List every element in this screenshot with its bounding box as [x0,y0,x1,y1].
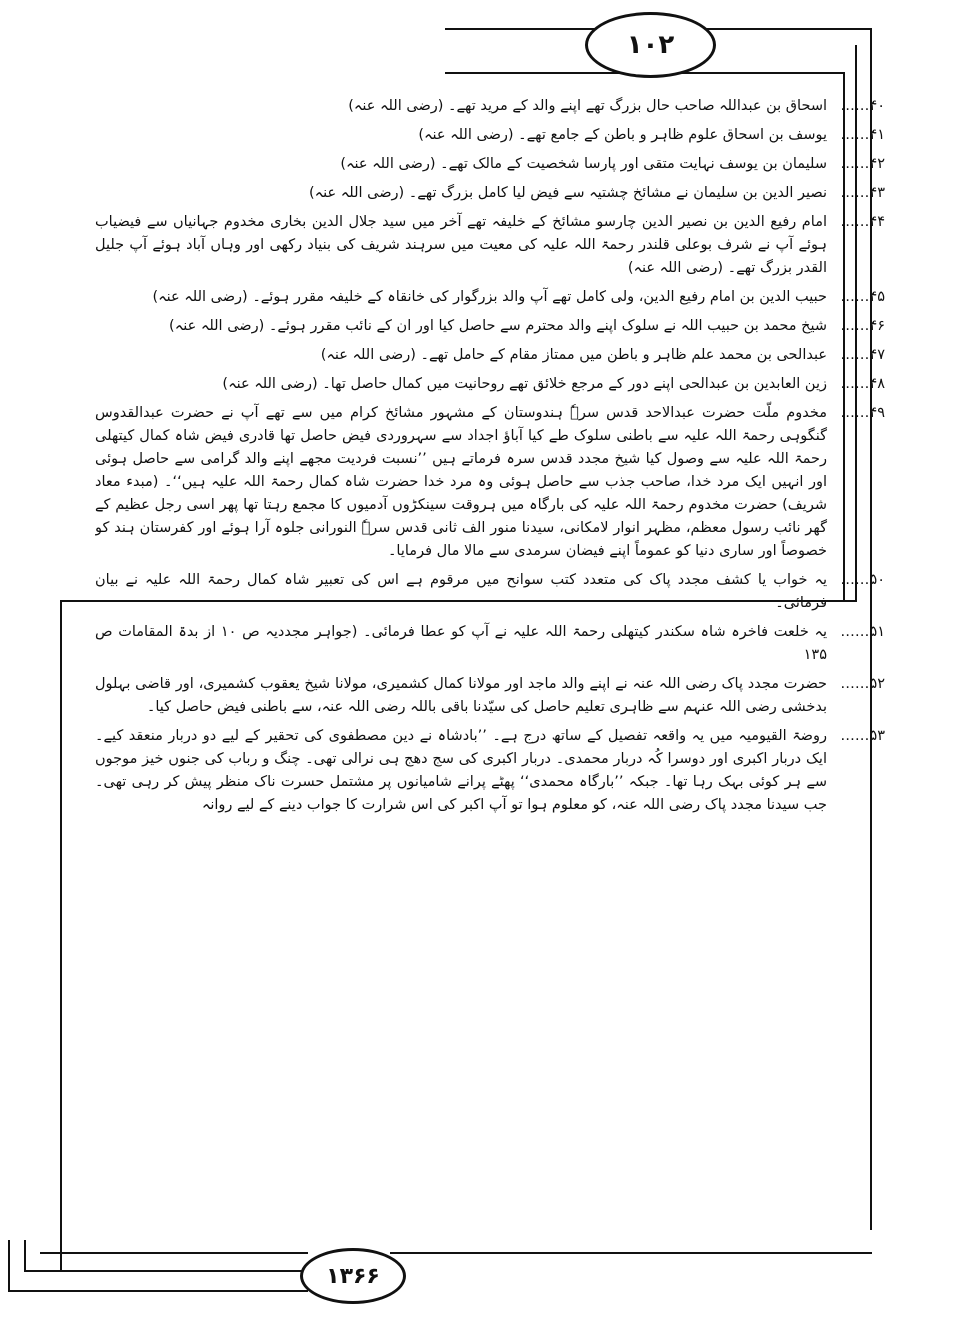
frame-left-line [60,600,62,1270]
footnote-ridha: (رضی اللہ عنہ) [169,318,265,334]
footnote-50: ۵۰…… یہ خواب یا کشف مجدد پاک کی متعدد کتب سوانح میں مرقوم ہے اس کی تعبیر شاہ کمال رحمۃ اللہ علیہ نے بیان فرمائی۔ [95,569,885,615]
footnote-text: یہ خلعت فاخرہ شاہ سکندر کیتھلی رحمۃ اللہ علیہ نے آپ کو عطا فرمائی۔ (جواہر مجددیہ ص ۱۰ از بدۃ المقامات ص ۱۳۵ [95,624,828,663]
frame-left-middle-bottom-line [24,1240,26,1272]
footnote-ridha: (رضی اللہ عنہ) [222,376,318,392]
frame-bottom-middle-line [24,1270,308,1272]
footnote-text: مخدوم ملّت حضرت عبدالاحد قدس سرہٗ ہندوستان کے مشہور مشائخ کرام میں سے تھے آپ نے حضرت عبدالقدوس گنگوہی رحمۃ اللہ علیہ سے باطنی سلوک طے کیا آباؤ اجداد سے سہروردی فیض حاصل تھا قادری فیض شاہ کمال کیتھلی رحمۃ اللہ علیہ سے وصول کیا شیخ مجدد قدس سرہ فرماتے ہیں ’’نسبت فردیت مجھے اپنے والد گرامی سے حاصل ہوئی اور انہیں ایک مرد خدا، صاحب جذب سے حاصل ہوئی وہ مرد خدا حضرت شاہ کمال رحمۃ اللہ علیہ ہیں‘‘۔ (مبدء معاد شریف) حضرت مخدوم رحمۃ اللہ علیہ کی بارگاہ میں ہروقت سینکڑوں آدمیوں کا مجمع رہتا تھا پھر اسی رجل عظیم کے گھر نائب رسول معظم، مظہر انوار لامکانی، سیدنا منور الف ثانی قدس سرہٗ النورانی جلوہ آرا ہوئے اور کفرستان ہند کو خصوصاً اور ساری دنیا کو عموماً اپنے فیضان سرمدی سے مالا مال فرمایا۔ [95,405,827,559]
book-page-number: ۱۳۶۶ [326,1263,380,1289]
footnote-number: ۴۰ [869,98,885,114]
footnote-text: عبدالحی بن محمد علم ظاہر و باطن میں ممتاز مقام کے حامل تھے۔ [420,347,827,363]
footnote-number: ۴۱ [869,127,885,143]
footnote-ridha: (رضی اللہ عنہ) [308,185,405,201]
footnote-42: ۴۲…… سلیمان بن یوسف نہایت متقی اور پارسا شخصیت کے مالک تھے۔ (رضی اللہ عنہ) [95,153,885,176]
footnote-text: روضۃ القیومیہ میں یہ واقعہ تفصیل کے ساتھ درج ہے۔ ’’بادشاہ نے دین مصطفوی کی تحقیر کے لیے دو دربار منعقد کیے۔ ایک دربار اکبری اور دوسرا کُہ دربار محمدی۔ دربار اکبری کی سج دھج ہی نرالی تھی۔ چنگ و رباب کی جنوں خیز موجوں سے ہر کوئی بہک رہا تھا۔ جبکہ ’’بارگاہ محمدی‘‘ پھٹے پرانے شامیانوں پر مشتمل حسرت ناک منظر پیش کر رہی تھی۔ جب سیدنا مجدد پاک رضی اللہ عنہ، کو معلوم ہوا تو آپ اکبر کی اس شرارت کا جواب دینے کے لیے روانہ [95,728,827,813]
footnote-number: ۴۶ [869,318,885,334]
footnote-43: ۴۳…… نصیر الدین بن سلیمان نے مشائخ چشتیہ سے فیض لیا کامل بزرگ تھے۔ (رضی اللہ عنہ) [95,182,885,205]
book-page-number-oval [300,1248,406,1304]
footnote-number: ۵۱ [869,624,885,640]
footnote-number: ۴۲ [869,156,885,172]
footnote-number: ۴۳ [869,185,885,201]
footnote-ridha: (رضی اللہ عنہ) [418,127,514,143]
footnote-text: سلیمان بن یوسف نہایت متقی اور پارسا شخصیت کے مالک تھے۔ [440,156,827,172]
frame-bottom-inner-line [40,1252,308,1254]
frame-bottom-right-line [390,1252,872,1254]
footnote-ridha: (رضی اللہ عنہ) [340,156,436,172]
footnote-44: ۴۴…… امام رفیع الدین بن نصیر الدین چارسو مشائخ کے خلیفہ تھے آخر میں سید جلال الدین بخاری مخدوم جہانیاں سے فیضیاب ہوئے آپ نے شرف بوعلی قلندر رحمۃ اللہ علیہ کی معیت میں سرہند شریف کی بنیاد رکھی اور وہاں آباد ہوئے آپ جلیل القدر بزرگ تھے۔ (رضی اللہ عنہ) [95,211,885,280]
footnote-number: ۴۹ [869,405,885,421]
footnote-51: ۵۱…… یہ خلعت فاخرہ شاہ سکندر کیتھلی رحمۃ اللہ علیہ نے آپ کو عطا فرمائی۔ (جواہر مجددیہ ص ۱۰ از بدۃ المقامات ص ۱۳۵ [95,621,885,667]
footnote-number: ۵۲ [869,676,885,692]
frame-bottom-outer-line [8,1290,308,1292]
footnote-text: حضرت مجدد پاک رضی اللہ عنہ نے اپنے والد ماجد اور مولانا کمال کشمیری، مولانا شیخ یعقوب کشمیری، اور قاضی بہلول بدخشی رضی اللہ عنہم سے ظاہری تعلیم حاصل کی سیّدنا باقی باللہ رضی اللہ عنہ، سے باطنی فیض حاصل کیا۔ [95,676,827,715]
footnote-text: امام رفیع الدین بن نصیر الدین چارسو مشائخ کے خلیفہ تھے آخر میں سید جلال الدین بخاری مخدوم جہانیاں سے فیضیاب ہوئے آپ نے شرف بوعلی قلندر رحمۃ اللہ علیہ کی معیت میں سرہند شریف کی بنیاد رکھی اور وہاں آباد ہوئے آپ جلیل القدر بزرگ تھے۔ [95,214,827,276]
footnote-text: شیخ محمد بن حبیب اللہ نے سلوک اپنے والد محترم سے حاصل کیا اور ان کے نائب مقرر ہوئے۔ [268,318,827,334]
footnote-number: ۴۵ [869,289,885,305]
page-number: ۱۰۲ [626,30,675,60]
footnote-text: نصیر الدین بن سلیمان نے مشائخ چشتیہ سے فیض لیا کامل بزرگ تھے۔ [408,185,827,201]
footnote-46: ۴۶…… شیخ محمد بن حبیب اللہ نے سلوک اپنے والد محترم سے حاصل کیا اور ان کے نائب مقرر ہوئے۔ (رضی اللہ عنہ) [95,315,885,338]
footnote-number: ۵۰ [869,572,885,588]
footnote-47: ۴۷…… عبدالحی بن محمد علم ظاہر و باطن میں ممتاز مقام کے حامل تھے۔ (رضی اللہ عنہ) [95,344,885,367]
page-number-oval [585,12,716,78]
footnote-number: ۴۴ [869,214,885,230]
footnote-number: ۴۸ [869,376,885,392]
footnote-text: یوسف بن اسحاق علوم ظاہر و باطن کے جامع تھے۔ [518,127,827,143]
footnote-text: یہ خواب یا کشف مجدد پاک کی متعدد کتب سوانح میں مرقوم ہے اس کی تعبیر شاہ کمال رحمۃ اللہ علیہ نے بیان فرمائی۔ [95,572,827,611]
footnote-41: ۴۱…… یوسف بن اسحاق علوم ظاہر و باطن کے جامع تھے۔ (رضی اللہ عنہ) [95,124,885,147]
footnote-ridha: (رضی اللہ عنہ) [348,98,444,114]
footnote-48: ۴۸…… زین العابدین بن عبدالحی اپنے دور کے مرجع خلائق تھے روحانیت میں کمال حاصل تھا۔ (رضی اللہ عنہ) [95,373,885,396]
footnotes-list [95,95,885,1240]
footnote-number: ۴۷ [869,347,885,363]
footnote-ridha: (رضی اللہ عنہ) [320,347,416,363]
footnote-ridha: (رضی اللہ عنہ) [627,260,724,276]
footnote-40: ۴۰…… اسحاق بن عبداللہ صاحب حال بزرگ تھے اپنے والد کے مرید تھے۔ (رضی اللہ عنہ) [95,95,885,118]
footnote-49: ۴۹…… مخدوم ملّت حضرت عبدالاحد قدس سرہٗ ہندوستان کے مشہور مشائخ کرام میں سے تھے آپ نے حضرت عبدالقدوس گنگوہی رحمۃ اللہ علیہ سے باطنی سلوک طے کیا آباؤ اجداد سے سہروردی فیض حاصل تھا قادری فیض شاہ کمال کیتھلی رحمۃ اللہ علیہ سے وصول کیا شیخ مجدد قدس سرہ فرماتے ہیں ’’نسبت فردیت مجھے اپنے والد گرامی سے حاصل ہوئی اور انہیں ایک مرد خدا، صاحب جذب سے حاصل ہوئی وہ مرد خدا حضرت شاہ کمال رحمۃ اللہ علیہ ہیں‘‘۔ (مبدء معاد شریف) حضرت مخدوم رحمۃ اللہ علیہ کی بارگاہ میں ہروقت سینکڑوں آدمیوں کا مجمع رہتا تھا پھر اسی رجل عظیم کے گھر نائب رسول معظم، مظہر انوار لامکانی، سیدنا منور الف ثانی قدس سرہٗ النورانی جلوہ آرا ہوئے اور کفرستان ہند کو خصوصاً اور ساری دنیا کو عموماً اپنے فیضان سرمدی سے مالا مال فرمایا۔ [95,402,885,563]
footnote-number: ۵۳ [869,728,885,744]
frame-left-outer-bottom-line [8,1240,10,1292]
footnote-45: ۴۵…… حبیب الدین بن امام رفیع الدین، ولی کامل تھے آپ والد بزرگوار کی خانقاہ کے خلیفہ مقرر ہوئے۔ (رضی اللہ عنہ) [95,286,885,309]
footnote-53: ۵۳…… روضۃ القیومیہ میں یہ واقعہ تفصیل کے ساتھ درج ہے۔ ’’بادشاہ نے دین مصطفوی کی تحقیر کے لیے دو دربار منعقد کیے۔ ایک دربار اکبری اور دوسرا کُہ دربار محمدی۔ دربار اکبری کی سج دھج ہی نرالی تھی۔ چنگ و رباب کی جنوں خیز موجوں سے ہر کوئی بہک رہا تھا۔ جبکہ ’’بارگاہ محمدی‘‘ پھٹے پرانے شامیانوں پر مشتمل حسرت ناک منظر پیش کر رہی تھی۔ جب سیدنا مجدد پاک رضی اللہ عنہ، کو معلوم ہوا تو آپ اکبر کی اس شرارت کا جواب دینے کے لیے روانہ [95,725,885,817]
footnote-ridha: (رضی اللہ عنہ) [152,289,248,305]
footnote-text: حبیب الدین بن امام رفیع الدین، ولی کامل تھے آپ والد بزرگوار کی خانقاہ کے خلیفہ مقرر ہوئے۔ [252,289,827,305]
footnote-52: ۵۲…… حضرت مجدد پاک رضی اللہ عنہ نے اپنے والد ماجد اور مولانا کمال کشمیری، مولانا شیخ یعقوب کشمیری، اور قاضی بہلول بدخشی رضی اللہ عنہم سے ظاہری تعلیم حاصل کی سیّدنا باقی باللہ رضی اللہ عنہ، سے باطنی فیض حاصل کیا۔ [95,673,885,719]
footnote-text: زین العابدین بن عبدالحی اپنے دور کے مرجع خلائق تھے روحانیت میں کمال حاصل تھا۔ [322,376,827,392]
footnote-text: اسحاق بن عبداللہ صاحب حال بزرگ تھے اپنے والد کے مرید تھے۔ [448,98,827,114]
